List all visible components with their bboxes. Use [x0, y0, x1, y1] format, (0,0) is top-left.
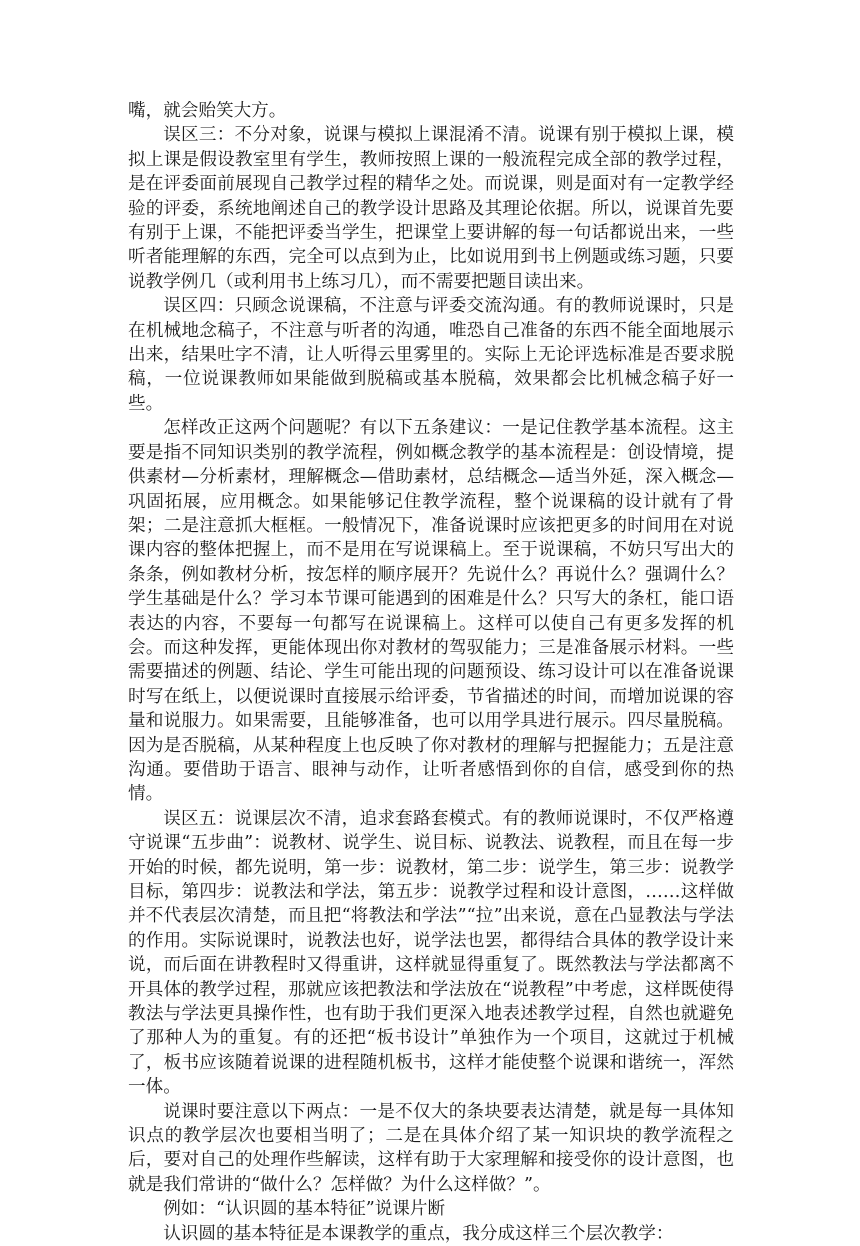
- paragraph-two-points: 说课时要注意以下两点：一是不仅大的条块要表达清楚，就是每一具体知识点的教学层次也要相当明了；二是在具体介绍了某一知识块的教学流程之后，要对自己的处理作些解读，这样有助于大家理解和接受你的设计意图，也就是我们常讲的“做什么？怎样做？为什么这样做？”。: [128, 1101, 734, 1195]
- paragraph-example-intro: 认识圆的基本特征是本课教学的重点，我分成这样三个层次教学：: [163, 1223, 674, 1244]
- paragraph-continuation: 嘴，就会贻笑大方。: [128, 101, 287, 121]
- paragraph-example-heading: 例如：“认识圆的基本特征”说课片断: [163, 1199, 446, 1220]
- paragraph-misconception-three: 误区三：不分对象，说课与模拟上课混淆不清。说课有别于模拟上课，模拟上课是假设教室里有学生，教师按照上课的一般流程完成全部的教学过程，是在评委面前展现自己教学过程的精华之处。而说课，则是面对有一定教学经验的评委，系统地阐述自己的教学设计思路及其理论依据。所以，说课首先要有别于上课，不能把评委当学生，把课堂上要讲解的每一句话都说出来，一些听者能理解的东西，完全可以点到为止，比如说用到书上例题或练习题，只要说教学例几（或利用书上练习几），而不需要把题目读出来。: [128, 125, 734, 292]
- paragraph-five-suggestions: 怎样改正这两个问题呢？有以下五条建议：一是记住教学基本流程。这主要是指不同知识类别的教学流程，例如概念教学的基本流程是：创设情境，提供素材—分析素材，理解概念—借助素材，总结概念—适当外延，深入概念—巩固拓展，应用概念。如果能够记住教学流程，整个说课稿的设计就有了骨架；二是注意抓大框框。一般情况下，准备说课时应该把更多的时间用在对说课内容的整体把握上，而不是用在写说课稿上。至于说课稿，不妨只写出大的条条，例如教材分析，按怎样的顺序展开？先说什么？再说什么？强调什么？学生基础是什么？学习本节课可能遇到的困难是什么？只写大的条杠，能口语表达的内容，不要每一句都写在说课稿上。这样可以使自己有更多发挥的机会。而这种发挥，更能体现出你对教材的驾驭能力；三是准备展示材料。一些需要描述的例题、结论、学生可能出现的问题预设、练习设计可以在准备说课时写在纸上，以便说课时直接展示给评委，节省描述的时间，而增加说课的容量和说服力。如果需要，且能够准备，也可以用学具进行展示。四尽量脱稿。因为是否脱稿，从某种程度上也反映了你对教材的理解与把握能力；五是注意沟通。要借助于语言、眼神与动作，让听者感悟到你的自信，感受到你的热情。: [128, 418, 734, 805]
- document-body: [128, 99, 734, 1246]
- paragraph-misconception-five: 误区五：说课层次不清，追求套路套模式。有的教师说课时，不仅严格遵守说课“五步曲”：说教材、说学生、说目标、说教法、说教程，而且在每一步开始的时候，都先说明，第一步：说教材，第二步：说学生，第三步：说教学目标，第四步：说教法和学法，第五步：说教学过程和设计意图，……这样做并不代表层次清楚，而且把“将教法和学法”“拉”出来说，意在凸显教法与学法的作用。实际说课时，说教法也好，说学法也罢，都得结合具体的教学设计来说，而后面在讲教程时又得重讲，这样就显得重复了。既然教法与学法都离不开具体的教学过程，那就应该把教法和学法放在“说教程”中考虑，这样既使得教法与学法更具操作性，也有助于我们更深入地表述教学过程，自然也就避免了那种人为的重复。有的还把“板书设计”单独作为一个项目，这就过于机械了，板书应该随着说课的进程随机板书，这样才能使整个说课和谐统一，浑然一体。: [128, 808, 734, 1098]
- paragraph-misconception-four: 误区四：只顾念说课稿，不注意与评委交流沟通。有的教师说课时，只是在机械地念稿子，不注意与听者的沟通，唯恐自己准备的东西不能全面地展示出来，结果吐字不清，让人听得云里雾里的。实际上无论评选标准是否要求脱稿，一位说课教师如果能做到脱稿或基本脱稿，效果都会比机械念稿子好一些。: [128, 296, 734, 414]
